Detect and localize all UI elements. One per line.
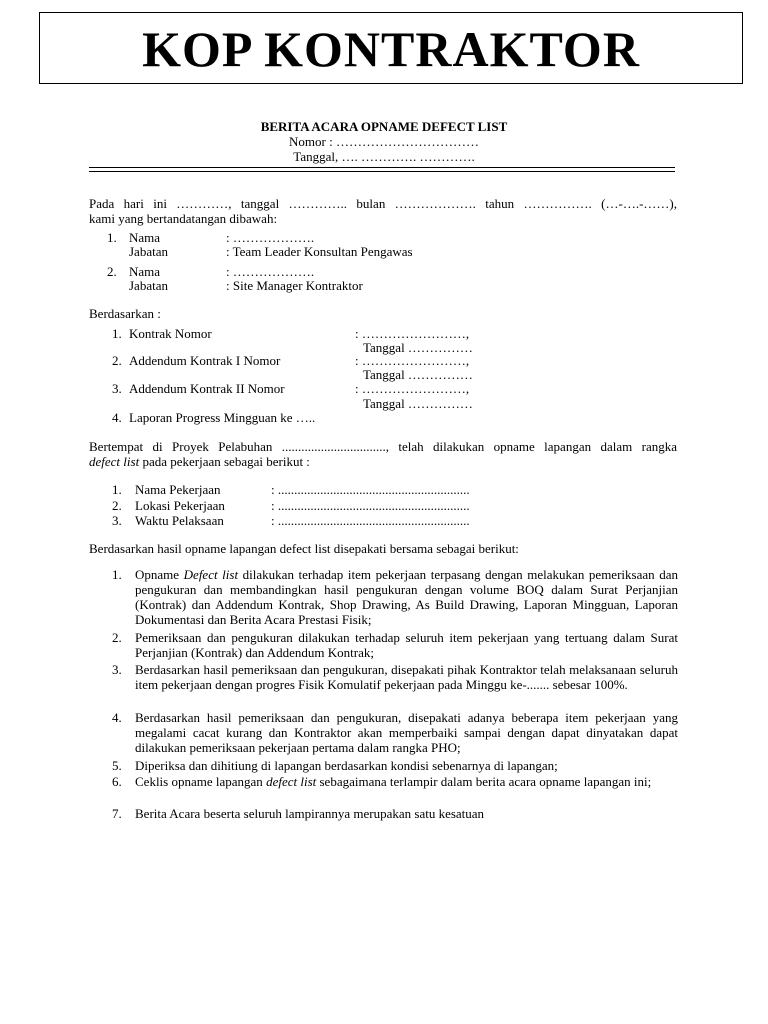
point-7-number: 7. <box>112 806 122 821</box>
point-1-part-a: Opname <box>135 567 184 582</box>
work-item-3-value: : ........................................................... <box>271 513 470 528</box>
letterhead-box <box>39 12 743 84</box>
work-item-1-label: Nama Pekerjaan <box>135 482 221 497</box>
work-item-2-number: 2. <box>112 498 122 513</box>
bertempat-paragraph <box>89 439 677 469</box>
signatory-1-jabatan-label: Jabatan <box>129 244 168 259</box>
point-3-text: Berdasarkan hasil pemeriksaan dan pengukuran, disepakati pihak Kontraktor telah melaksanaan seluruh item pekerjaan dengan progres Fisik Komulatif pekerjaan pada Minggu ke-....... sebesar 100%. <box>135 662 678 692</box>
point-6-text <box>135 774 678 789</box>
point-2-number: 2. <box>112 630 122 645</box>
tanggal-line: Tanggal, …. …………. …………. <box>293 149 475 164</box>
work-item-1-number: 1. <box>112 482 122 497</box>
divider-top <box>89 167 675 168</box>
reference-1-number: 1. <box>112 326 122 341</box>
reference-1-tanggal: Tanggal …………… <box>363 340 473 355</box>
reference-3-tanggal: Tanggal …………… <box>363 396 473 411</box>
point-6-part-a: Ceklis opname lapangan <box>135 774 267 789</box>
point-1-number: 1. <box>112 567 122 582</box>
point-1-italic: Defect list <box>183 567 239 582</box>
signatory-1-nama-label: Nama <box>129 230 161 245</box>
divider-bottom <box>89 171 675 172</box>
bertempat-line-2 <box>89 454 677 469</box>
reference-4-label: Laporan Progress Mingguan ke ….. <box>129 410 316 425</box>
point-1-part-b: dilakukan terhadap item pekerjaan terpasang dengan melakukan pemeriksaan dan pengukuran dan membandingkan hasil pengukuran dengan volume BOQ dalam Surat Perjanjian (Kontrak) dan Addendum Kontrak, Shop Drawing, As Build Drawing, Laporan Mingguan, Laporan Dokumentasi dan Berita Acara Prestasi Fisik; <box>135 567 678 627</box>
signatory-2-number: 2. <box>107 264 117 279</box>
nomor-line: Nomor : …………………………… <box>289 134 479 149</box>
point-6-number: 6. <box>112 774 122 789</box>
point-5-text: Diperiksa dan dihitiung di lapangan berdasarkan kondisi sebenarnya di lapangan; <box>135 758 558 773</box>
reference-3-label: Addendum Kontrak II Nomor <box>129 381 285 396</box>
reference-2-value: : ……………………, <box>355 353 470 368</box>
point-7-text: Berita Acara beserta seluruh lampirannya merupakan satu kesatuan <box>135 806 485 821</box>
opening-line-2: kami yang bertandatangan dibawah: <box>89 211 278 226</box>
reference-2-label: Addendum Kontrak I Nomor <box>129 353 281 368</box>
letterhead-title: KOP KONTRAKTOR <box>142 21 640 77</box>
signatory-1-nama-value: : ………………. <box>226 230 315 245</box>
signatory-2-jabatan-value: : Site Manager Kontraktor <box>226 278 363 293</box>
opening-line-1: Pada hari ini …………, tanggal ………….. bulan ………………. tahun ……………. (…-….-……), <box>89 196 677 211</box>
signatory-1-number: 1. <box>107 230 117 245</box>
point-2-text: Pemeriksaan dan pengukuran dilakukan terhadap seluruh item pekerjaan yang tertuang dalam Surat Perjanjian (Kontrak) dan Addendum Kontrak; <box>135 630 678 660</box>
reference-2-number: 2. <box>112 353 122 368</box>
document-title: BERITA ACARA OPNAME DEFECT LIST <box>260 119 508 134</box>
work-item-1-value: : ........................................................... <box>271 482 470 497</box>
work-item-3-label: Waktu Pelaksaan <box>135 513 224 528</box>
point-6-part-b: sebagaimana terlampir dalam berita acara opname lapangan ini; <box>316 774 652 789</box>
reference-1-label: Kontrak Nomor <box>129 326 212 341</box>
point-6-italic: defect list <box>266 774 317 789</box>
work-item-2-label: Lokasi Pekerjaan <box>135 498 225 513</box>
reference-4-number: 4. <box>112 410 122 425</box>
signatory-1-jabatan-value: : Team Leader Konsultan Pengawas <box>226 244 413 259</box>
point-4-number: 4. <box>112 710 122 725</box>
bertempat-line-2-rest: pada pekerjaan sebagai berikut : <box>139 454 310 469</box>
opening-paragraph <box>89 196 677 226</box>
point-3-number: 3. <box>112 662 122 677</box>
work-item-3-number: 3. <box>112 513 122 528</box>
point-5-number: 5. <box>112 758 122 773</box>
signatory-2-nama-label: Nama <box>129 264 161 279</box>
signatory-2-jabatan-label: Jabatan <box>129 278 168 293</box>
point-1-text <box>135 567 678 627</box>
reference-3-value: : ……………………, <box>355 381 470 396</box>
point-4-text: Berdasarkan hasil pemeriksaan dan pengukuran, disepakati adanya beberapa item pekerjaan yang megalami cacat kurang dan Kontraktor akan memperbaiki sampai dengan dapat dinyatakan dapat dilakukan pemeriksaan pekerjaan pertama dalam rangka PHO; <box>135 710 678 755</box>
signatory-2-nama-value: : ………………. <box>226 264 315 279</box>
reference-2-tanggal: Tanggal …………… <box>363 367 473 382</box>
agreement-intro: Berdasarkan hasil opname lapangan defect list disepakati bersama sebagai berikut: <box>89 541 519 556</box>
work-item-2-value: : ........................................................... <box>271 498 470 513</box>
reference-1-value: : ……………………, <box>355 326 470 341</box>
bertempat-line-1: Bertempat di Proyek Pelabuhan ................................, telah dilakukan opname lapangan dalam rangka <box>89 439 677 454</box>
reference-3-number: 3. <box>112 381 122 396</box>
berdasarkan-label: Berdasarkan : <box>89 306 161 321</box>
defect-list-italic: defect list <box>89 454 140 469</box>
